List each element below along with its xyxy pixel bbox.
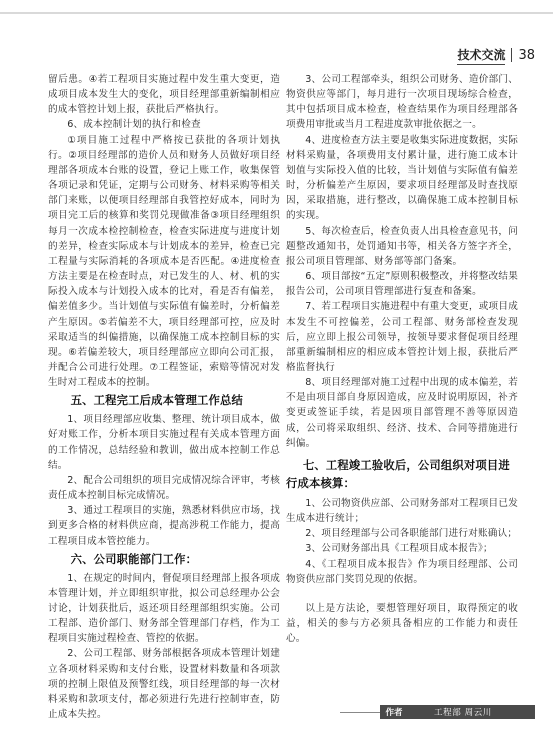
paragraph: 2、项目经理部与公司各职能部门进行对账确认； bbox=[305, 528, 518, 540]
paragraph: 6、项目部按“五定”原则积极整改，并将整改结果报告公司，公司项目管理部进行复查和备案。 bbox=[286, 271, 518, 298]
paragraph: 2、配合公司组织的项目完成情况综合评审，考核责任成本控制目标完成情况。 bbox=[48, 474, 280, 502]
top-rule bbox=[0, 12, 553, 14]
paragraph: 4、进度检查方法主要是收集实际进度数据，实际材料采购量，各项费用支付累计量，进行施工成本计划值与实际投入值的比较，当计划值与实际值有偏差时，分析偏差产生原因，要求项目经理部及时查找原因，采取措施，进行整改，以确保施工成本控制目标的实现。 bbox=[286, 134, 518, 222]
section-title: 技术交流 bbox=[457, 46, 505, 65]
page-number: 38 bbox=[518, 47, 535, 63]
right-column bbox=[286, 72, 518, 646]
paragraph: 7、若工程项目实施进程中有重大变更，或项目成本发生不可控偏差，公司工程部、财务部检查发现后，应立即上报公司领导，按领导要求督促项目经理部重新编制相应的相应成本管控计划上报，获批后严格监督执行 bbox=[286, 301, 518, 373]
paragraph: 留后患。④若工程项目实施过程中发生重大变更，造成项目成本发生大的变化，项目经理部重新编制相应的成本管控计划上报，获批后严格执行。 bbox=[48, 74, 280, 116]
paragraph: 1、项目经理部应收集、整理、统计项目成本，做好对账工作，分析本项目实施过程有关成本管理方面的工作情况，总结经验和教训，做出成本控制工作总结。 bbox=[48, 414, 280, 471]
paragraph: 以上是方法论，要想管理好项目，取得预定的收益，相关的参与方必须具备相应的工作能力和责任心。 bbox=[286, 602, 518, 645]
footer-rule bbox=[340, 712, 380, 713]
paragraph: 1、公司物资供应部、公司财务部对工程项目已发生成本进行统计； bbox=[286, 497, 518, 525]
paragraph: 1、在规定的时间内，督促项目经理部上报各项成本管理计划，并立即组织审批，拟公司总经理办公会讨论，计划获批后，返还项目经理部组织实施。公司工程部、造价部门、财务部全管理部门存档，作为工程项目实施过程检查、管控的依据。 bbox=[48, 572, 280, 645]
paragraph: ①项目施工过程中严格按已获批的各项计划执行。②项目经理部的造价人员和财务人员做好项目经理部各项成本台账的设置，登记上账工作，收集保管各项记录和凭证，定期与公司财务、材料采购等相关部门来账，以便项目经理部自我管控好成本，同时为项目完工后的核算和奖罚兑现做准备③项目经理组织每月一次成本检控制检查，检查实际进度与进度计划的差异，检查实际成本与计划成本的差异，检查已完工程量与实际消耗的各项成本是否匹配。④进度检查方法主要是在检查时点，对已发生的人、材、机的实际投入成本与计划投入成本的比对，看是否有偏差，偏差值多少。当计划值与实际值有偏差时，分析偏差产生原因。⑤若偏差不大，项目经理部可控，应及时采取适当的纠偏措施，以确保施工成本控制目标的实现。⑥若偏差较大，项目经理部应立即向公司汇报，并配合公司进行处理。⑦工程签证，索赔等情况对发生时对工程成本的控制。 bbox=[48, 134, 280, 389]
paragraph: 3、通过工程项目的实施，熟悉材料供应市场，找到更多合格的材料供应商，提高涉税工作能力，提高工程项目成本管控能力。 bbox=[48, 505, 280, 547]
author-name: 工程部 周云川 bbox=[434, 708, 492, 718]
section-heading: 七、工程竣工验收后，公司组织对项目进行成本核算： bbox=[286, 458, 510, 490]
section-heading: 五、工程完工后成本管理工作总结 bbox=[70, 394, 244, 408]
header-divider bbox=[511, 48, 512, 62]
page-header bbox=[457, 44, 535, 66]
author-bar bbox=[380, 705, 535, 719]
left-column bbox=[48, 72, 280, 722]
paragraph: 2、公司工程部、财务部根据各项成本管理计划建立各项材料采购和支付台账，设置材料数量和各项款项的控制上限值及预警红线，项目经理部的每一次材料采购和款项支付，都必须进行先进行控制审查，防止成本失控。 bbox=[48, 648, 280, 721]
paragraph: 8、项目经理部对施工过程中出现的成本偏差，若不是由项目部自身原因造成，应及时说明原因，补齐变更或签证手续，若是因项目部管理不善等原因造成，公司将采取组织、经济、技术、合同等措施进行纠偏。 bbox=[286, 377, 518, 449]
paragraph: 5、每次检查后，检查负责人出具检查意见书，问题整改通知书，处罚通知书等，相关各方签字齐全，报公司项目管理部、财务部等部门备案。 bbox=[286, 225, 518, 267]
author-label: 作者 bbox=[385, 708, 403, 718]
paragraph: 6、成本控制计划的执行和检查 bbox=[67, 119, 201, 131]
paragraph: 3、公司财务部出具《工程项目成本报告》； bbox=[305, 543, 493, 555]
section-heading: 六、公司职能部门工作： bbox=[70, 552, 198, 566]
paragraph: 4、《工程项目成本报告》作为项目经理部、公司物资供应部门奖罚兑现的依据。 bbox=[286, 558, 518, 585]
paragraph: 3、公司工程部牵头，组织公司财务、造价部门、物资供应等部门，每月进行一次项目现场综合检查，其中包括项目成本检查，检查结果作为项目经理部各项费用审批或当月工程进度款审批依据之一。 bbox=[286, 74, 518, 131]
